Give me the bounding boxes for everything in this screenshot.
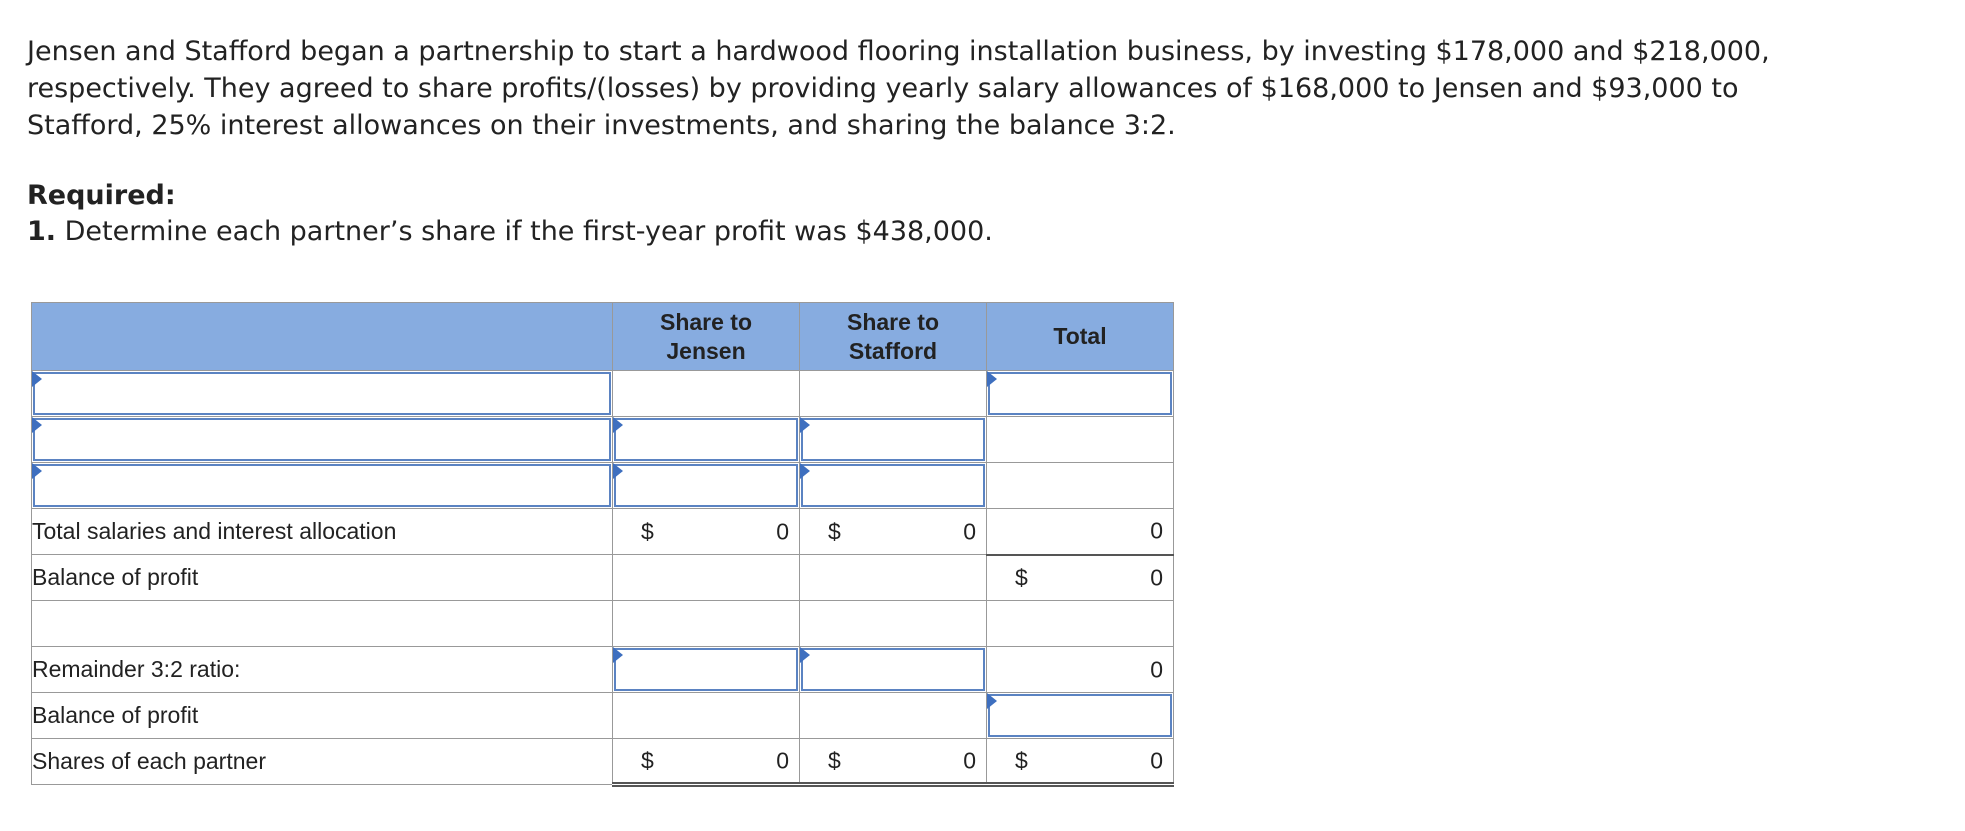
question-text: Determine each partner’s share if the first-year profit was $438,000. <box>56 216 993 247</box>
balance-profit-stafford <box>800 555 987 601</box>
remainder-label: Remainder 3:2 ratio: <box>32 647 613 693</box>
required-question <box>27 216 993 247</box>
input-marker-icon <box>613 417 623 433</box>
row1-label-cell[interactable] <box>32 371 613 417</box>
remainder-jensen-cell[interactable] <box>613 647 800 693</box>
input-marker-icon <box>800 417 810 433</box>
problem-line-2: respectively. They agreed to share profits/(losses) by providing yearly salary allowances of $168,000 to Jensen and $93,000 to <box>27 73 1739 104</box>
row3-total <box>987 463 1174 509</box>
input-marker-icon <box>800 463 810 479</box>
row1-total-cell[interactable] <box>987 371 1174 417</box>
blank-stafford <box>800 601 987 647</box>
partnership-table <box>31 302 1174 787</box>
row1-total-input[interactable] <box>988 372 1172 415</box>
remainder-stafford-cell[interactable] <box>800 647 987 693</box>
balance-profit-label: Balance of profit <box>32 555 613 601</box>
remainder-row <box>32 647 1174 693</box>
row1-label-input[interactable] <box>33 372 611 415</box>
row3-stafford-input[interactable] <box>801 464 985 507</box>
row2-label-cell[interactable] <box>32 417 613 463</box>
question-number: 1. <box>27 216 57 247</box>
problem-line-1: Jensen and Stafford began a partnership to start a hardwood flooring installation business, by investing $178,000 and $218,000, <box>27 36 1770 67</box>
total-salaries-jensen: $ 0 <box>613 509 800 555</box>
header-total: Total <box>987 303 1174 371</box>
balance-profit-2-total-input[interactable] <box>988 694 1172 737</box>
input-marker-icon <box>987 693 997 709</box>
required-heading: Required: <box>27 180 176 211</box>
input-marker-icon <box>987 371 997 387</box>
header-stafford: Share to Stafford <box>800 303 987 371</box>
blank-jensen <box>613 601 800 647</box>
input-marker-icon <box>613 463 623 479</box>
remainder-stafford-input[interactable] <box>801 648 985 691</box>
row2-stafford-cell[interactable] <box>800 417 987 463</box>
input-marker-icon <box>800 647 810 663</box>
total-salaries-total: 0 <box>987 509 1174 555</box>
remainder-total: 0 <box>987 647 1174 693</box>
problem-line-3: Stafford, 25% interest allowances on their investments, and sharing the balance 3:2. <box>27 110 1176 141</box>
input-marker-icon <box>32 417 42 433</box>
problem-statement <box>27 33 1907 144</box>
header-blank <box>32 303 613 371</box>
balance-profit-2-jensen <box>613 693 800 739</box>
shares-label: Shares of each partner <box>32 739 613 785</box>
balance-profit-jensen <box>613 555 800 601</box>
row2-jensen-input[interactable] <box>614 418 798 461</box>
total-salaries-row <box>32 509 1174 555</box>
balance-profit-2-total-cell[interactable] <box>987 693 1174 739</box>
row3-jensen-input[interactable] <box>614 464 798 507</box>
blank-row <box>32 601 1174 647</box>
input-marker-icon <box>613 647 623 663</box>
input-row-3 <box>32 463 1174 509</box>
row1-stafford <box>800 371 987 417</box>
input-marker-icon <box>32 463 42 479</box>
shares-row <box>32 739 1174 785</box>
shares-stafford: $ 0 <box>800 739 987 785</box>
shares-total: $ 0 <box>987 739 1174 785</box>
row3-label-input[interactable] <box>33 464 611 507</box>
input-row-2 <box>32 417 1174 463</box>
row2-total <box>987 417 1174 463</box>
row2-jensen-cell[interactable] <box>613 417 800 463</box>
balance-profit-2-stafford <box>800 693 987 739</box>
input-marker-icon <box>32 371 42 387</box>
row3-jensen-cell[interactable] <box>613 463 800 509</box>
header-row <box>32 303 1174 371</box>
total-salaries-label: Total salaries and interest allocation <box>32 509 613 555</box>
row2-label-input[interactable] <box>33 418 611 461</box>
row3-stafford-cell[interactable] <box>800 463 987 509</box>
row3-label-cell[interactable] <box>32 463 613 509</box>
row1-jensen <box>613 371 800 417</box>
blank-total <box>987 601 1174 647</box>
balance-profit-total: $ 0 <box>987 555 1174 601</box>
total-salaries-stafford: $ 0 <box>800 509 987 555</box>
balance-profit-row <box>32 555 1174 601</box>
remainder-jensen-input[interactable] <box>614 648 798 691</box>
input-row-1 <box>32 371 1174 417</box>
balance-profit-2-label: Balance of profit <box>32 693 613 739</box>
shares-jensen: $ 0 <box>613 739 800 785</box>
header-jensen: Share to Jensen <box>613 303 800 371</box>
balance-profit-2-row <box>32 693 1174 739</box>
row2-stafford-input[interactable] <box>801 418 985 461</box>
blank-label <box>32 601 613 647</box>
